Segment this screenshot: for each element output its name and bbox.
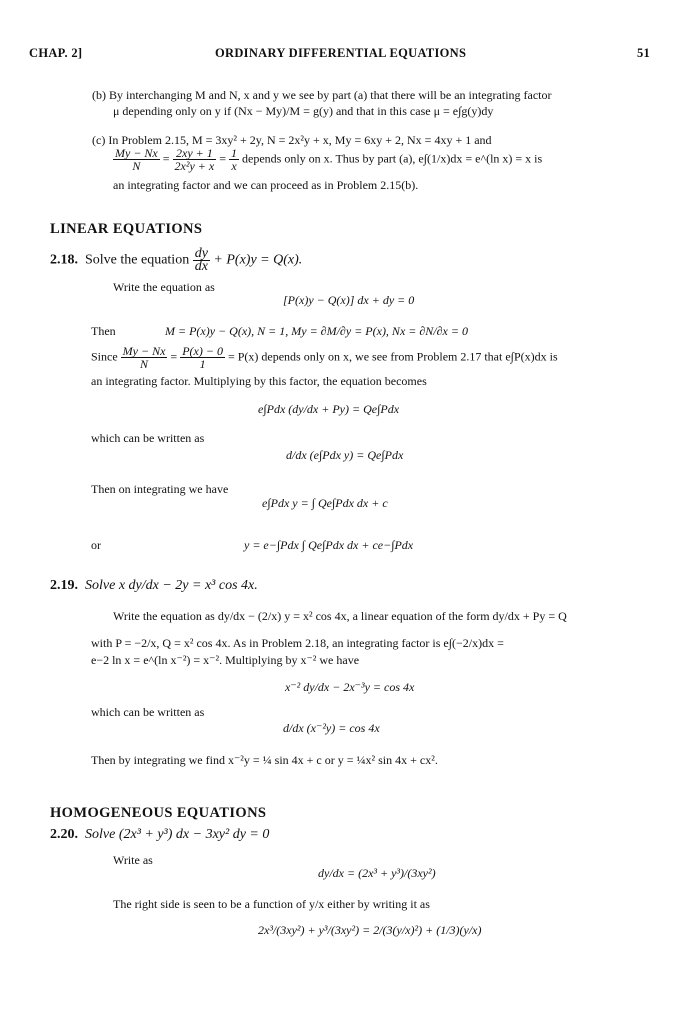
- p220-eq2: 2x³/(3xy²) + y³/(3xy²) = 2/(3(y/x)²) + (1/3)(y/x): [258, 923, 482, 937]
- problem-2-18-post: + P(x)y = Q(x).: [213, 252, 303, 268]
- problem-2-19-number: 2.19.: [50, 578, 78, 593]
- p218-or: or: [91, 538, 101, 552]
- p220-right-side: The right side is seen to be a function of y/x either by writing it as: [113, 897, 430, 911]
- part-c-frac3-num: 1: [231, 146, 237, 160]
- p218-since-line: Since $\frac{My - Nx}{N}$ = $\frac{P(x) - 0}{1}$ = P(x) depends only on x, we see from Problem 2.17 that e∫P(x)dx is: [91, 344, 558, 371]
- part-c-frac1-den: N: [132, 159, 141, 173]
- p218-eq2: e∫Pdx (dy/dx + Py) = Qe∫Pdx: [258, 402, 400, 416]
- p218-integrating: Then on integrating we have: [91, 482, 229, 496]
- running-chapter: CHAP. 2]: [29, 46, 83, 60]
- p218-since-den2: 1: [199, 357, 206, 371]
- part-b-line2: μ depending only on y if (Nx − My)/M = g(y) and that in this case μ = e∫g(y)dy: [113, 104, 494, 118]
- p219-eq1: x⁻² dy/dx − 2x⁻³y = cos 4x: [285, 680, 415, 694]
- problem-2-18-dy: dy: [194, 246, 208, 261]
- section-linear-equations: LINEAR EQUATIONS: [50, 221, 203, 237]
- p219-line3: e−2 ln x = e^(ln x⁻²) = x⁻². Multiplying by x⁻² we have: [91, 653, 360, 667]
- problem-2-20-number: 2.20.: [50, 827, 78, 842]
- part-c-frac2-num: 2xy + 1: [173, 147, 217, 160]
- part-c-line3: an integrating factor and we can proceed as in Problem 2.15(b).: [113, 178, 419, 192]
- problem-2-20-text: Solve (2x³ + y³) dx − 3xy² dy = 0: [85, 827, 270, 842]
- p218-eq5: y = e−∫Pdx ∫ Qe∫Pdx dx + ce−∫Pdx: [244, 538, 414, 552]
- part-c-frac1-num: My − Nx: [115, 146, 158, 160]
- page-number: 51: [637, 46, 651, 60]
- p218-then: Then: [91, 324, 116, 338]
- part-b-line1: (b) By interchanging M and N, x and y we see by part (a) that there will be an integrating factor: [92, 88, 552, 102]
- p218-since: Since: [91, 349, 118, 364]
- p218-eq4: e∫Pdx y = ∫ Qe∫Pdx dx + c: [262, 496, 388, 510]
- part-c-line2-rest: depends only on x. Thus by part (a), e∫(1/x)dx = e^(ln x) = x is: [242, 151, 543, 166]
- p218-eq3: d/dx (e∫Pdx y) = Qe∫Pdx: [286, 448, 404, 462]
- p218-since-num: My − Nx: [122, 344, 166, 358]
- problem-2-19-text: Solve x dy/dx − 2y = x³ cos 4x.: [85, 578, 258, 593]
- p218-since-num2: P(x) − 0: [182, 344, 223, 358]
- p218-written-as: which can be written as: [91, 431, 205, 445]
- p219-eq2: d/dx (x⁻²y) = cos 4x: [283, 721, 380, 735]
- running-title: ORDINARY DIFFERENTIAL EQUATIONS: [215, 46, 467, 60]
- p218-factor-line: an integrating factor. Multiplying by this factor, the equation becomes: [91, 374, 427, 388]
- p220-write-as: Write as: [113, 853, 153, 867]
- problem-2-19-statement: [50, 579, 258, 593]
- part-c-frac2-den: 2x²y + x: [174, 159, 215, 173]
- p219-final: Then by integrating we find x⁻²y = ¼ sin 4x + c or y = ¼x² sin 4x + cx².: [91, 753, 438, 767]
- problem-2-18-dx: dx: [194, 259, 208, 274]
- part-c-line1: (c) In Problem 2.15, M = 3xy² + 2y, N = 2x²y + x, My = 6xy + 2, Nx = 4xy + 1 and: [92, 133, 492, 147]
- problem-2-18-number: 2.18.: [50, 252, 78, 268]
- part-c-frac3-den: x: [231, 159, 237, 173]
- p218-since-rest: = P(x) depends only on x, we see from Problem 2.17 that e∫P(x)dx is: [227, 349, 558, 364]
- p218-then-eq: M = P(x)y − Q(x), N = 1, My = ∂M/∂y = P(x), Nx = ∂N/∂x = 0: [165, 324, 468, 338]
- problem-2-18-statement: [50, 248, 302, 273]
- p218-since-den: N: [140, 357, 149, 371]
- p220-eq1: dy/dx = (2x³ + y³)/(3xy²): [318, 866, 436, 880]
- p219-line1: Write the equation as dy/dx − (2/x) y = x² cos 4x, a linear equation of the form dy/dx + Py = Q: [113, 609, 567, 623]
- p218-eq1: [P(x)y − Q(x)] dx + dy = 0: [283, 293, 415, 307]
- part-c-line2: $\frac{My - Nx}{N}$ = $\frac{2xy + 1}{\text{2x²y + x}}$ = $\frac{1}{x}$ depends only on x. Thus by part (a), e∫(1/x)dx = e^(ln x) = x is: [115, 146, 543, 173]
- section-homogeneous-equations: HOMOGENEOUS EQUATIONS: [50, 805, 267, 821]
- p219-written-as: which can be written as: [91, 705, 205, 719]
- p218-write-as: Write the equation as: [113, 280, 215, 294]
- problem-2-18-pre: Solve the equation: [85, 252, 190, 268]
- p219-line2: with P = −2/x, Q = x² cos 4x. As in Problem 2.18, an integrating factor is e∫(−2/x)dx =: [91, 636, 504, 650]
- problem-2-20-statement: [50, 828, 269, 842]
